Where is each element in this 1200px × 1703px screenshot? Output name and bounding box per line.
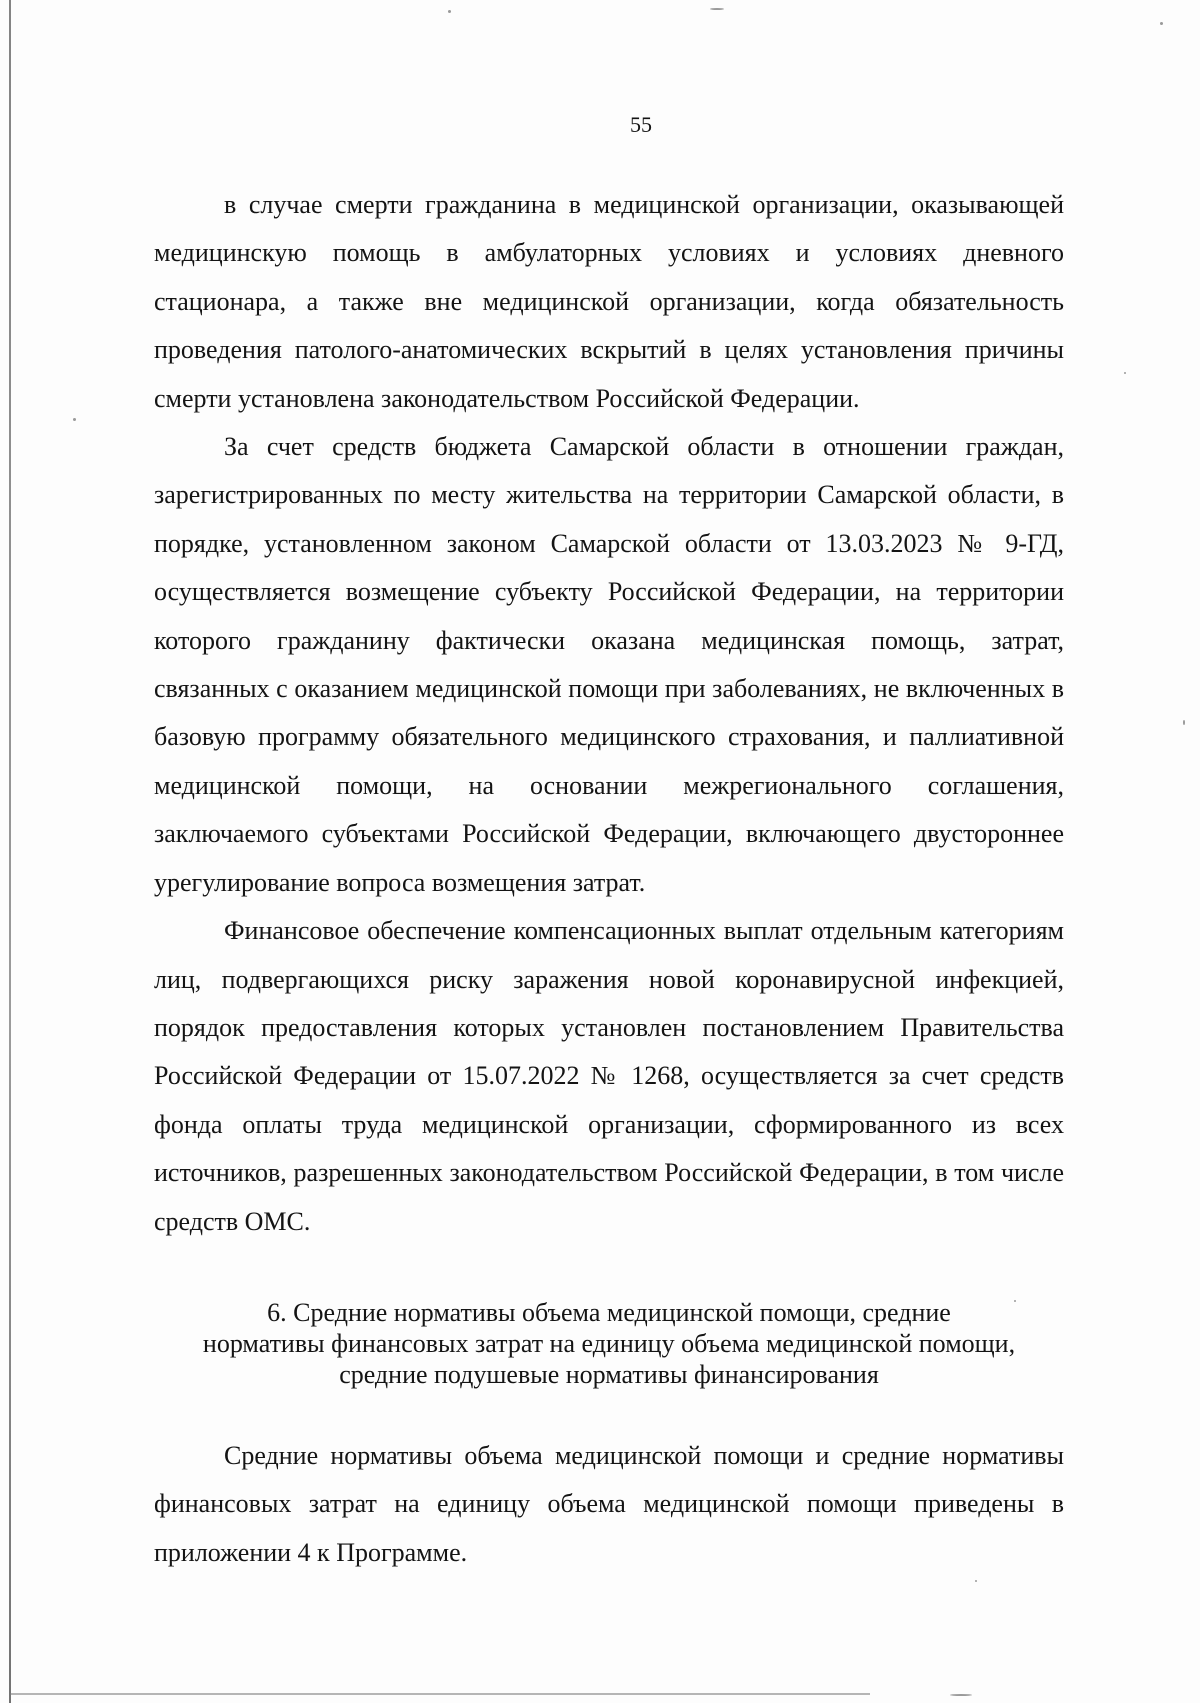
scan-speck xyxy=(1124,372,1126,374)
scan-speck xyxy=(1183,720,1185,725)
body-text xyxy=(154,181,1064,1577)
paragraph-autopsy-clause: в случае смерти гражданина в медицинской организации, оказывающей медицинскую помощь в амбулаторных условиях и условиях дневного стационара, а также вне медицинской организации, когда обязательность проведения патолого-анатомических вскрытий в целях установления причины смерти установлена законодательством Российской Федерации. xyxy=(154,190,1064,413)
scan-speck xyxy=(448,10,451,13)
section-heading-line: нормативы финансовых затрат на единицу объема медицинской помощи, xyxy=(202,1328,1016,1358)
page-number: 55 xyxy=(630,112,652,137)
paragraph-samara-budget: За счет средств бюджета Самарской области в отношении граждан, зарегистрированных по месту жительства на территории Самарской области, в порядке, установленном законом Самарской области от 13.03.2023 № 9-ГД, осуществляется возмещение субъекту Российской Федерации, на территории которого гражданину фактически оказана медицинская помощь, затрат, связанных с оказанием медицинской помощи при заболеваниях, не включенных в базовую программу обязательного медицинского страхования, и паллиативной медицинской помощи, на основании межрегионального соглашения, заключаемого субъектами Российской Федерации, включающего двустороннее урегулирование вопроса возмещения затрат. xyxy=(154,432,1064,897)
scan-speck xyxy=(73,418,76,421)
scan-speck xyxy=(1160,22,1163,25)
section-heading xyxy=(154,1297,1064,1390)
paragraph-compensation-payments: Финансовое обеспечение компенсационных выплат отдельным категориям лиц, подвергающихся риску заражения новой коронавирусной инфекцией, порядок предоставления которых установлен постановлением Правительства Российской Федерации от 15.07.2022 № 1268, осуществляется за счет средств фонда оплаты труда медицинской организации, сформированного из всех источников, разрешенных законодательством Российской Федерации, в том числе средств ОМС. xyxy=(154,916,1064,1236)
section-heading-line: средние подушевые нормативы финансирования xyxy=(339,1359,879,1389)
scan-speck xyxy=(950,1694,972,1696)
scan-speck xyxy=(975,1580,977,1582)
section-heading-line: 6. Средние нормативы объема медицинской помощи, средние xyxy=(267,1297,951,1327)
scan-speck xyxy=(710,8,724,10)
paragraph-section-normatives: Средние нормативы объема медицинской помощи и средние нормативы финансовых затрат на единицу объема медицинской помощи приведены в приложении 4 к Программе. xyxy=(154,1440,1064,1567)
scan-bottom-edge xyxy=(10,1693,870,1695)
scan-left-edge xyxy=(9,0,11,1703)
